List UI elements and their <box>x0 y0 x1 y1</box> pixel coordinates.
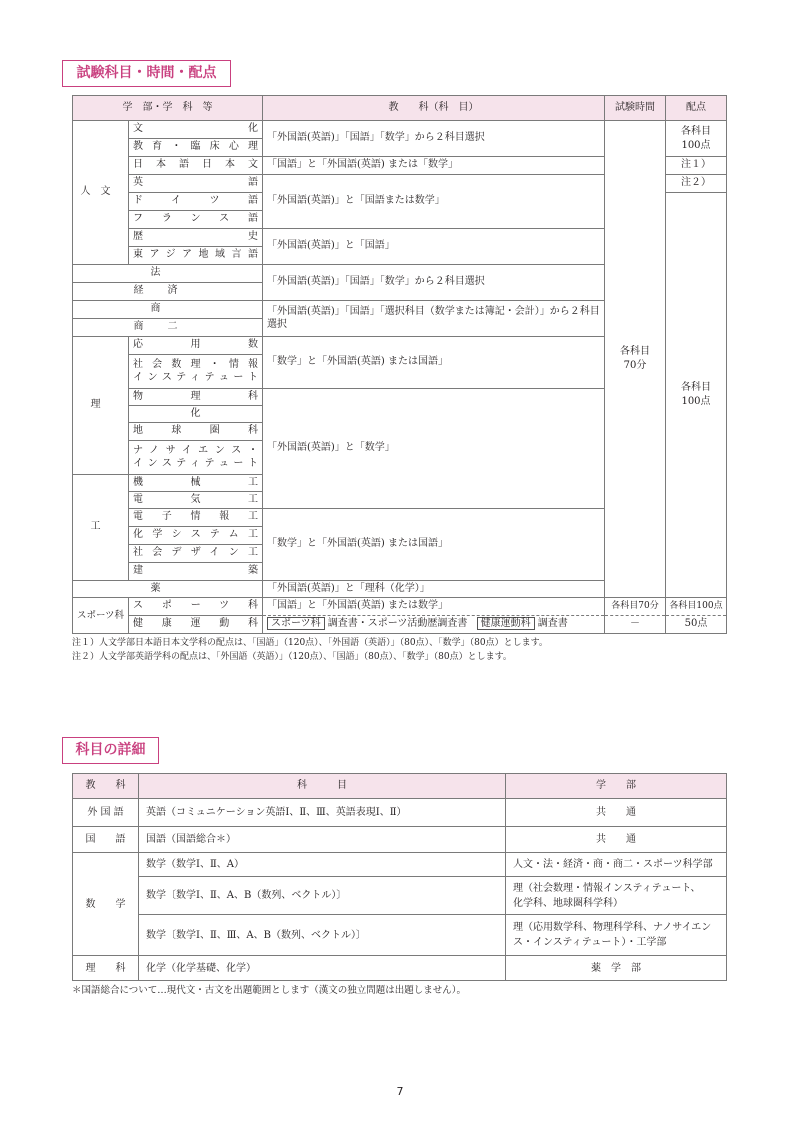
table-row <box>73 616 727 634</box>
faculty-science: 理 <box>73 337 129 475</box>
dept-chemistry: 化 <box>129 406 263 423</box>
dept-electrical: 電気工 <box>129 492 263 509</box>
area-japanese: 国 語 <box>73 827 139 853</box>
faculty-science: 薬 学 部 <box>506 956 727 981</box>
subject-cell: 「数学」と「外国語(英語) または国語」 <box>263 509 605 581</box>
table-header-row <box>73 96 727 121</box>
header-dept: 学 部・学 科 等 <box>73 96 263 121</box>
dept-culture: 文化 <box>129 121 263 139</box>
sports-science-label: スポーツ科 <box>267 617 325 630</box>
table-row <box>73 877 727 915</box>
table-row <box>73 956 727 981</box>
header-time: 試験時間 <box>605 96 666 121</box>
faculty-math-3: 理（応用数学科、物理科学科、ナノサイエンス・インスティテュート）・工学部 <box>506 915 727 956</box>
header-score: 配点 <box>666 96 727 121</box>
subject-math-1: 数学（数学Ⅰ、Ⅱ、A） <box>139 853 506 877</box>
table-row <box>73 799 727 827</box>
subject-math-3: 数学〔数学Ⅰ、Ⅱ、Ⅲ、A、B（数列、ベクトル）〕 <box>139 915 506 956</box>
dept-japanese-literature: 日本語日本文 <box>129 157 263 175</box>
header-subject: 教 科（科 目） <box>263 96 605 121</box>
subject-cell: 「国語」と「外国語(英語) または数学」 <box>263 598 605 616</box>
faculty-math-1: 人文・法・経済・商・商二・スポーツ科学部 <box>506 853 727 877</box>
subject-cell: 「外国語(英語)」と「数学」 <box>263 389 605 509</box>
subject-foreign: 英語（コミュニケーション英語Ⅰ、Ⅱ、Ⅲ、英語表現Ⅰ、Ⅱ） <box>139 799 506 827</box>
dept-economics: 経済 <box>73 283 263 301</box>
time-cell-sports: 各科目70分 <box>605 598 666 616</box>
document-requirements <box>263 616 605 634</box>
dept-law: 法 <box>73 265 263 283</box>
header-faculty: 学 部 <box>506 774 727 799</box>
faculty-math-2: 理（社会数理・情報インスティテュート、 化学科、地球圏科学科） <box>506 877 727 915</box>
dept-pharmacy: 薬 <box>73 581 263 598</box>
area-science: 理 科 <box>73 956 139 981</box>
table-row <box>73 827 727 853</box>
detail-footnote: ＊国語総合について…現代文・古文を出題範囲とします（漢文の独立問題は出題しません）。 <box>72 985 467 996</box>
area-foreign: 外 国 語 <box>73 799 139 827</box>
dept-german: ドイツ語 <box>129 193 263 211</box>
exam-notes <box>72 636 548 664</box>
subject-cell: 「外国語(英語)」「国語」「選択科目（数学または簿記・会計）」から２科目選択 <box>263 301 605 337</box>
subject-cell: 「外国語(英語)」と「理科（化学）」 <box>263 581 605 598</box>
dept-social-math: 社会数理・情報 インスティテュート <box>129 355 263 389</box>
table-row <box>73 853 727 877</box>
header-subject: 科 目 <box>139 774 506 799</box>
dept-east-asia: 東アジア地域言語 <box>129 247 263 265</box>
dept-health-exercise: 健康運動科 <box>129 616 263 634</box>
table-row <box>73 915 727 956</box>
score-cell-top: 各科目 100点 <box>666 121 727 157</box>
faculty-humanities: 人文 <box>73 121 129 265</box>
dept-electronics-info: 電子情報工 <box>129 509 263 527</box>
exam-subjects-table <box>72 95 727 634</box>
dept-earth-science: 地球圏科 <box>129 423 263 441</box>
dept-nanoscience: ナノサイエンス・ インスティテュート <box>129 441 263 475</box>
dept-architecture: 建築 <box>129 563 263 581</box>
dept-commerce-2: 商二 <box>73 319 263 337</box>
dept-physics: 物理科 <box>129 389 263 406</box>
time-cell-main: 各科目 70分 <box>605 121 666 598</box>
table-row <box>73 598 727 616</box>
dept-education-psychology: 教育・臨床心理 <box>129 139 263 157</box>
page-number: 7 <box>396 1085 404 1098</box>
note-2: 注２）人文学部英語学科の配点は、「外国語（英語）」（120点）、「国語」（80点）、「数学」（80点）とします。 <box>72 652 512 662</box>
subject-cell: 「外国語(英語)」「国語」「数学」から２科目選択 <box>263 121 605 157</box>
score-cell-main: 各科目 100点 <box>666 193 727 598</box>
faculty-sports: スポーツ科 <box>73 598 129 634</box>
faculty-engineering: 工 <box>73 475 129 581</box>
dept-chemical-systems: 化学システム工 <box>129 527 263 545</box>
score-note-2: 注２） <box>666 175 727 193</box>
note-1: 注１）人文学部日本語日本文学科の配点は、「国語」（120点）、「外国語（英語）」（80点）、「数学」（80点）とします。 <box>72 638 548 648</box>
dept-english: 英語 <box>129 175 263 193</box>
sports-science-documents: 調査書・スポーツ活動歴調査書 <box>327 618 468 630</box>
faculty-foreign: 共 通 <box>506 799 727 827</box>
subject-detail-table <box>72 773 727 981</box>
dept-sports-science: スポーツ科 <box>129 598 263 616</box>
score-note-1: 注１） <box>666 157 727 175</box>
subject-cell: 「外国語(英語)」「国語」「数学」から２科目選択 <box>263 265 605 301</box>
subject-science: 化学（化学基礎、化学） <box>139 956 506 981</box>
subject-cell: 「外国語(英語)」と「国語」 <box>263 229 605 265</box>
dept-social-design: 社会デザイン工 <box>129 545 263 563</box>
health-exercise-documents: 調査書 <box>537 618 568 630</box>
dept-french: フランス語 <box>129 211 263 229</box>
dept-mechanical: 機械工 <box>129 475 263 492</box>
table-row <box>73 121 727 139</box>
subject-cell: 「国語」と「外国語(英語) または「数学」 <box>263 157 605 175</box>
dept-applied-math: 応用数 <box>129 337 263 355</box>
score-cell-sports: 各科目100点 <box>666 598 727 616</box>
score-cell-health: 50点 <box>666 616 727 634</box>
subject-japanese: 国語（国語総合＊） <box>139 827 506 853</box>
section-title-exam: 試験科目・時間・配点 <box>62 60 231 87</box>
header-area: 教 科 <box>73 774 139 799</box>
subject-cell: 「外国語(英語)」と「国語または数学」 <box>263 175 605 229</box>
faculty-japanese: 共 通 <box>506 827 727 853</box>
health-exercise-label: 健康運動科 <box>477 617 535 630</box>
section-title-detail: 科目の詳細 <box>62 737 159 764</box>
time-cell-health: － <box>605 616 666 634</box>
subject-cell: 「数学」と「外国語(英語) または国語」 <box>263 337 605 389</box>
table-header-row <box>73 774 727 799</box>
area-math: 数 学 <box>73 853 139 956</box>
subject-math-2: 数学〔数学Ⅰ、Ⅱ、A、B（数列、ベクトル）〕 <box>139 877 506 915</box>
dept-history: 歴史 <box>129 229 263 247</box>
dept-commerce: 商 <box>73 301 263 319</box>
